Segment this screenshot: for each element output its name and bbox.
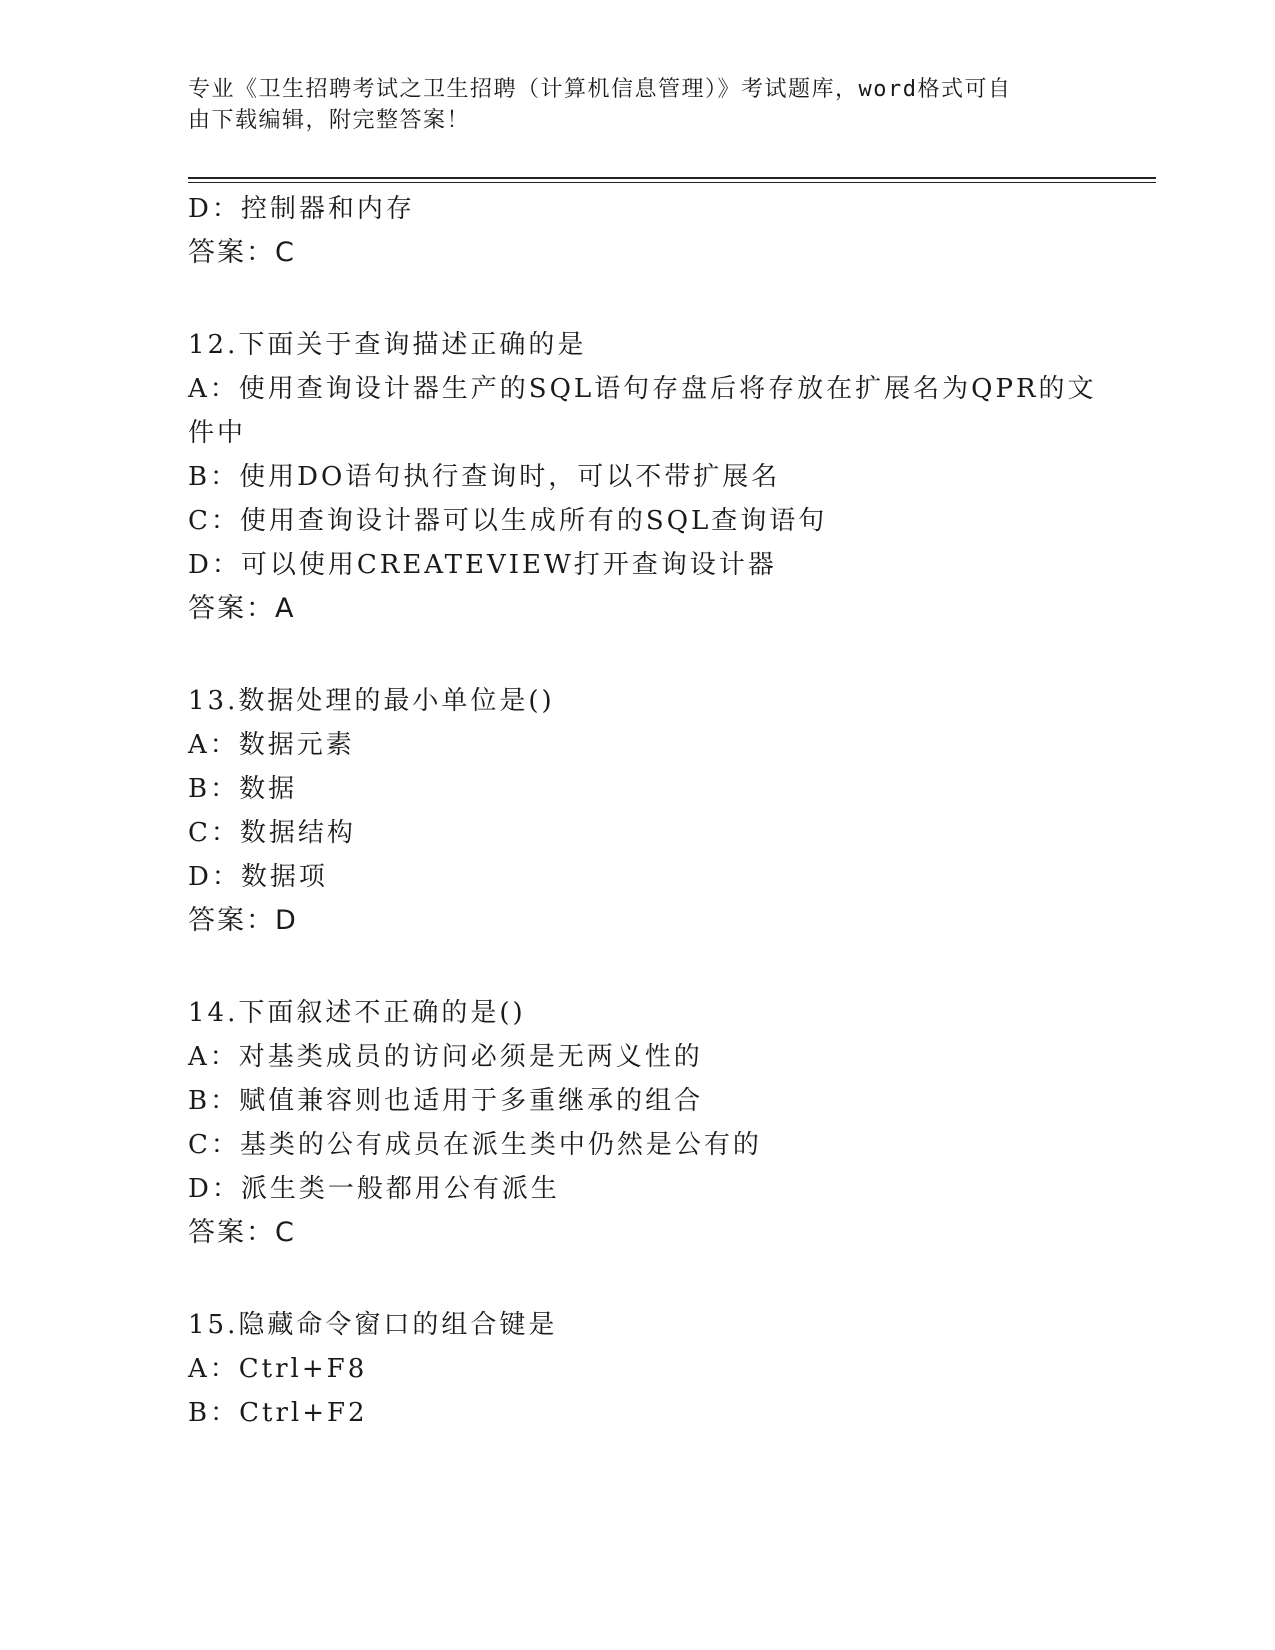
q15-title: 15.隐藏命令窗口的组合键是 [188, 1310, 558, 1340]
q14-option-b: B：赋值兼容则也适用于多重继承的组合 [188, 1086, 704, 1116]
q13-option-b: B：数据 [188, 774, 298, 804]
q12-option-c: C：使用查询设计器可以生成所有的SQL查询语句 [188, 506, 828, 536]
q12-option-a-line2: 件中 [188, 418, 247, 448]
prev-answer: 答案：C [188, 237, 296, 268]
header-divider [188, 177, 1156, 183]
q14-option-c: C：基类的公有成员在派生类中仍然是公有的 [188, 1130, 762, 1160]
q14-title: 14.下面叙述不正确的是() [188, 998, 526, 1028]
q12-option-a-line1: A：使用查询设计器生产的SQL语句存盘后将存放在扩展名为QPR的文 [188, 374, 1097, 404]
q13-option-c: C：数据结构 [188, 818, 356, 848]
q13-answer: 答案：D [188, 905, 298, 936]
header-line-2: 由下载编辑，附完整答案！ [188, 108, 471, 133]
q12-option-b: B：使用DO语句执行查询时，可以不带扩展名 [188, 462, 781, 492]
q14-answer: 答案：C [188, 1217, 296, 1248]
q13-option-a: A：数据元素 [188, 730, 355, 760]
q15-option-a: A：Ctrl+F8 [188, 1354, 368, 1384]
prev-option-d: D：控制器和内存 [188, 194, 415, 224]
q13-title: 13.数据处理的最小单位是() [188, 686, 555, 716]
q12-answer: 答案：A [188, 593, 296, 624]
q12-title: 12.下面关于查询描述正确的是 [188, 330, 587, 360]
header-line-1: 专业《卫生招聘考试之卫生招聘（计算机信息管理）》考试题库，word格式可自 [188, 77, 1012, 102]
q12-option-d: D：可以使用CREATEVIEW打开查询设计器 [188, 550, 777, 580]
document-header [188, 74, 1088, 136]
q15-option-b: B：Ctrl+F2 [188, 1398, 368, 1428]
q14-option-d: D：派生类一般都用公有派生 [188, 1174, 560, 1204]
q13-option-d: D：数据项 [188, 862, 328, 892]
q14-option-a: A：对基类成员的访问必须是无两义性的 [188, 1042, 703, 1072]
